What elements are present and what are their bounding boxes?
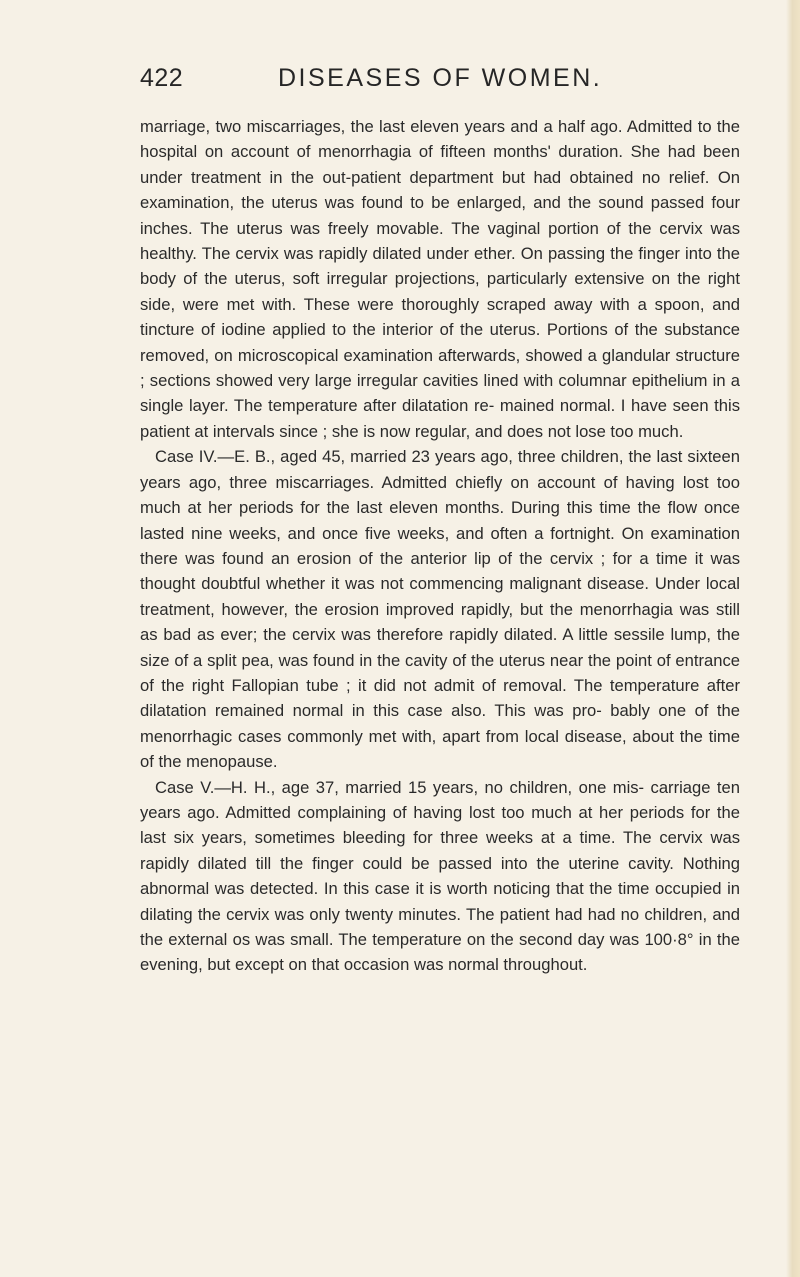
page-edge-shadow	[786, 0, 800, 1277]
body-text	[140, 114, 740, 978]
page-header	[140, 64, 740, 104]
paragraph-case-iii-continued: marriage, two miscarriages, the last eleven years and a half ago. Admitted to the hospital on account of menorrhagia of fifteen months' duration. She had been under treatment in the out-patient department but had obtained no relief. On examination, the uterus was found to be enlarged, and the sound passed four inches. The uterus was freely movable. The vaginal portion of the cervix was healthy. The cervix was rapidly dilated under ether. On passing the finger into the body of the uterus, soft irregular projections, particularly extensive on the right side, were met with. These were thoroughly scraped away with a spoon, and tincture of iodine applied to the interior of the uterus. Portions of the substance removed, on microscopical examination afterwards, showed a glandular structure ; sections showed very large irregular cavities lined with columnar epithelium in a single layer. The temperature after dilatation re- mained normal. I have seen this patient at intervals since ; she is now regular, and does not lose too much.	[140, 117, 740, 441]
paragraph-case-v: Case V.—H. H., age 37, married 15 years, no children, one mis- carriage ten years ago. Admitted complaining of having lost too much at her periods for the last six years, sometimes bleeding for three weeks at a time. The cervix was rapidly dilated till the finger could be passed into the uterine cavity. Nothing abnormal was detected. In this case it is worth noticing that the time occupied in dilating the cervix was only twenty minutes. The patient had had no children, and the external os was small. The temperature on the second day was 100·8° in the evening, but except on that occasion was normal throughout.	[140, 777, 740, 975]
paragraph-case-iv: Case IV.—E. B., aged 45, married 23 years ago, three children, the last sixteen years ago, three miscarriages. Admitted chiefly on account of having lost too much at her periods for the last eleven months. During this time the flow once lasted nine weeks, and once five weeks, and often a fortnight. On examination there was found an erosion of the anterior lip of the cervix ; for a time it was thought doubtful whether it was not commencing malignant disease. Under local treatment, however, the erosion improved rapidly, but the menorrhagia was still as bad as ever; the cervix was therefore rapidly dilated. A little sessile lump, the size of a split pea, was found in the cavity of the uterus near the point of entrance of the right Fallopian tube ; it did not admit of removal. The temperature after dilatation remained normal in this case also. This was pro- bably one of the menorrhagic cases commonly met with, apart from local disease, about the time of the menopause.	[140, 447, 740, 772]
page-number: 422	[140, 64, 184, 92]
running-title: DISEASES OF WOMEN.	[278, 64, 603, 92]
